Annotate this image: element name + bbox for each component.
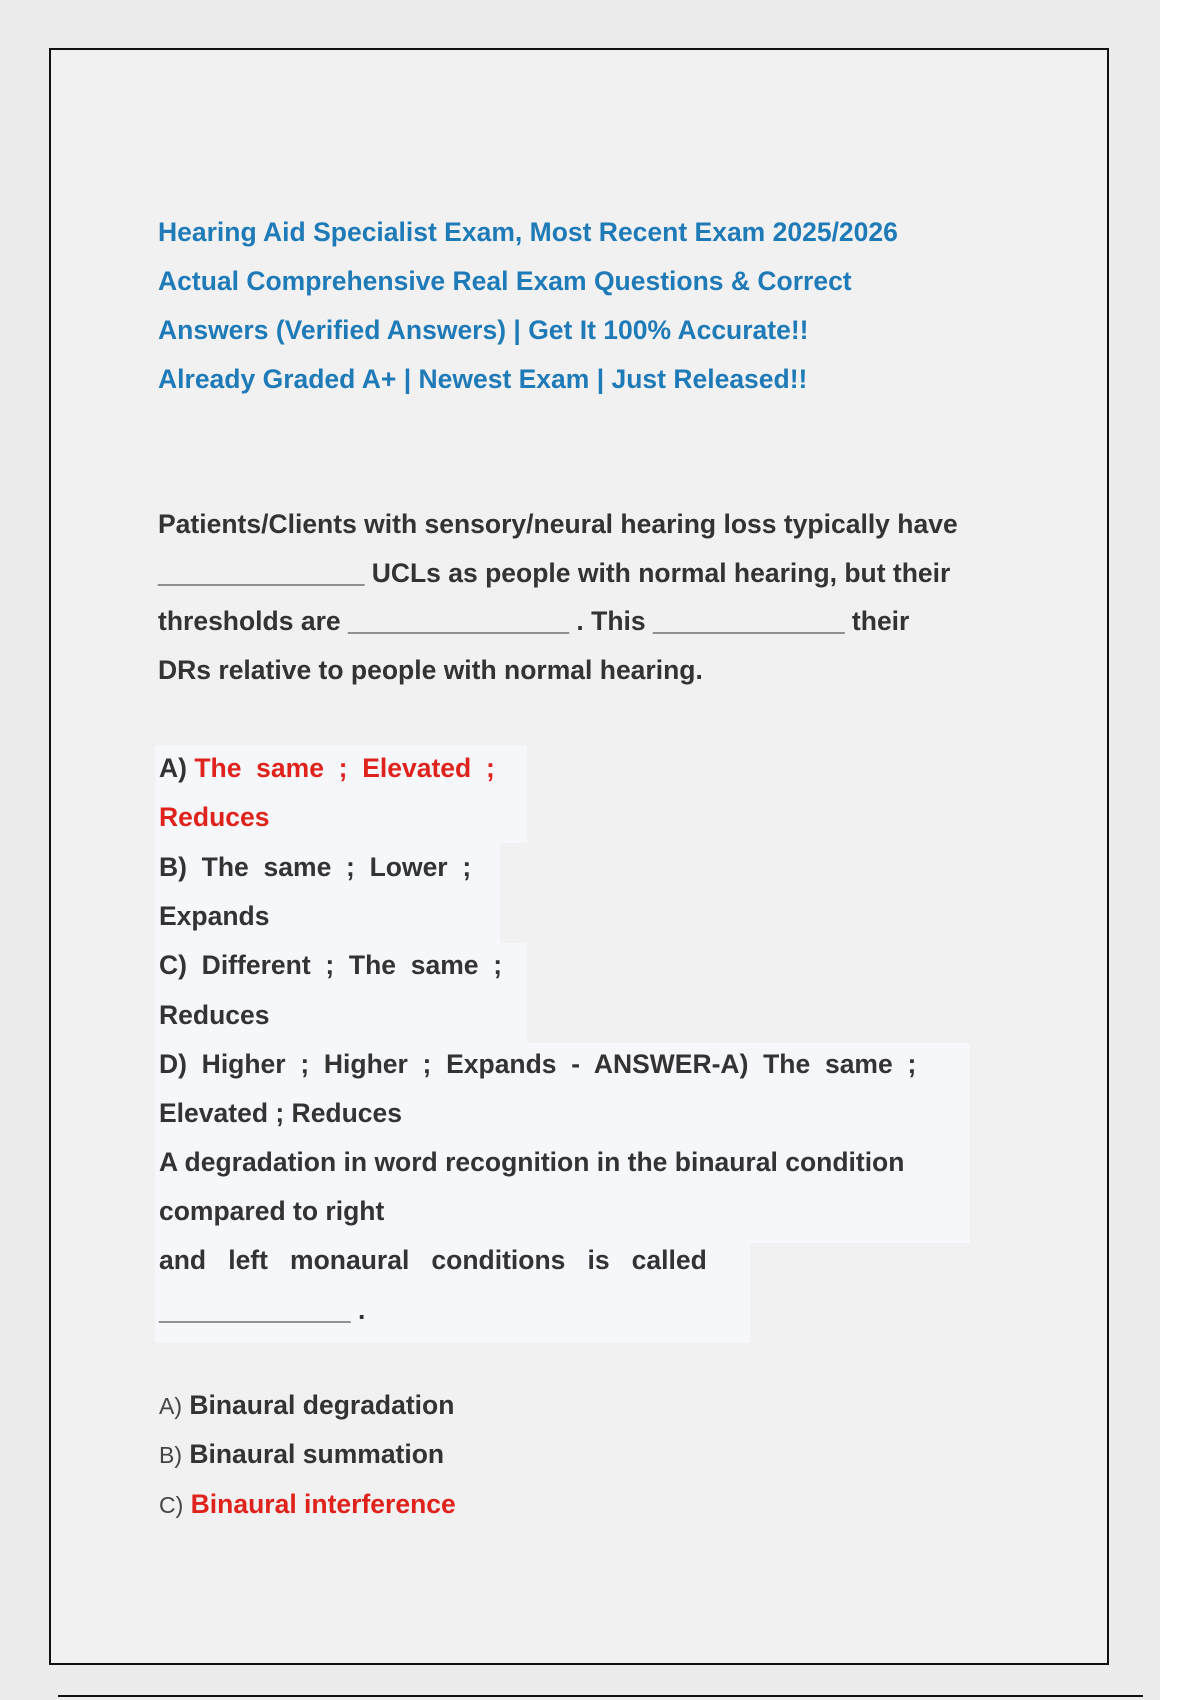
title-line-4: Already Graded A+ | Newest Exam | Just Released!!: [158, 364, 808, 394]
q2-option-c-text: Binaural interference: [190, 1489, 456, 1519]
q1-option-b-line2: Expands: [159, 901, 270, 931]
title-line-1: Hearing Aid Specialist Exam, Most Recent Exam 2025/2026: [158, 217, 898, 247]
q2-option-b-text: Binaural summation: [189, 1439, 445, 1469]
q1-option-c-line1: C) Different ; The same ;: [159, 950, 503, 980]
q1-option-a-letter: A): [159, 753, 187, 783]
title-line-3: Answers (Verified Answers) | Get It 100% Accurate!!: [158, 315, 809, 345]
q1-option-a-line2: Reduces: [159, 802, 270, 832]
question-2-line: _____________ .: [159, 1295, 366, 1325]
question-1-line: DRs relative to people with normal hearing.: [158, 654, 703, 685]
q1-option-a-answer: The same ; Elevated ;: [194, 753, 495, 783]
q2-option-b: [159, 1430, 444, 1480]
right-margin-strip: [1160, 0, 1200, 1700]
question-1-line: ______________ UCLs as people with normal hearing, but their: [158, 557, 951, 588]
q2-option-a-text: Binaural degradation: [189, 1390, 455, 1420]
question-1-line: thresholds are _______________ . This _____________ their: [158, 606, 910, 636]
title-line-2: Actual Comprehensive Real Exam Questions & Correct: [158, 266, 852, 296]
question-2-line: compared to right: [159, 1196, 385, 1226]
bottom-rule: [58, 1695, 1143, 1697]
question-1: [108, 500, 1008, 694]
q1-option-d-line2: Elevated ; Reduces: [159, 1098, 403, 1128]
q1-option-a-line1: [159, 744, 495, 793]
question-1-line: Patients/Clients with sensory/neural hearing loss typically have: [158, 509, 958, 539]
q2-option-a-letter: A): [159, 1393, 182, 1419]
question-2-line: A degradation in word recognition in the binaural condition: [159, 1147, 905, 1177]
q2-option-c-letter: C): [159, 1492, 184, 1518]
q1-option-c-line2: Reduces: [159, 1000, 270, 1030]
q2-option-b-letter: B): [159, 1442, 182, 1468]
q1-option-b-line1: B) The same ; Lower ;: [159, 852, 472, 882]
question-2-line: and left monaural conditions is called: [159, 1245, 707, 1275]
q2-option-c: [159, 1480, 456, 1530]
document-title: [108, 208, 988, 404]
q2-option-a: [159, 1381, 454, 1431]
q1-option-d-line1: D) Higher ; Higher ; Expands - ANSWER-A) The same ;: [159, 1049, 917, 1079]
